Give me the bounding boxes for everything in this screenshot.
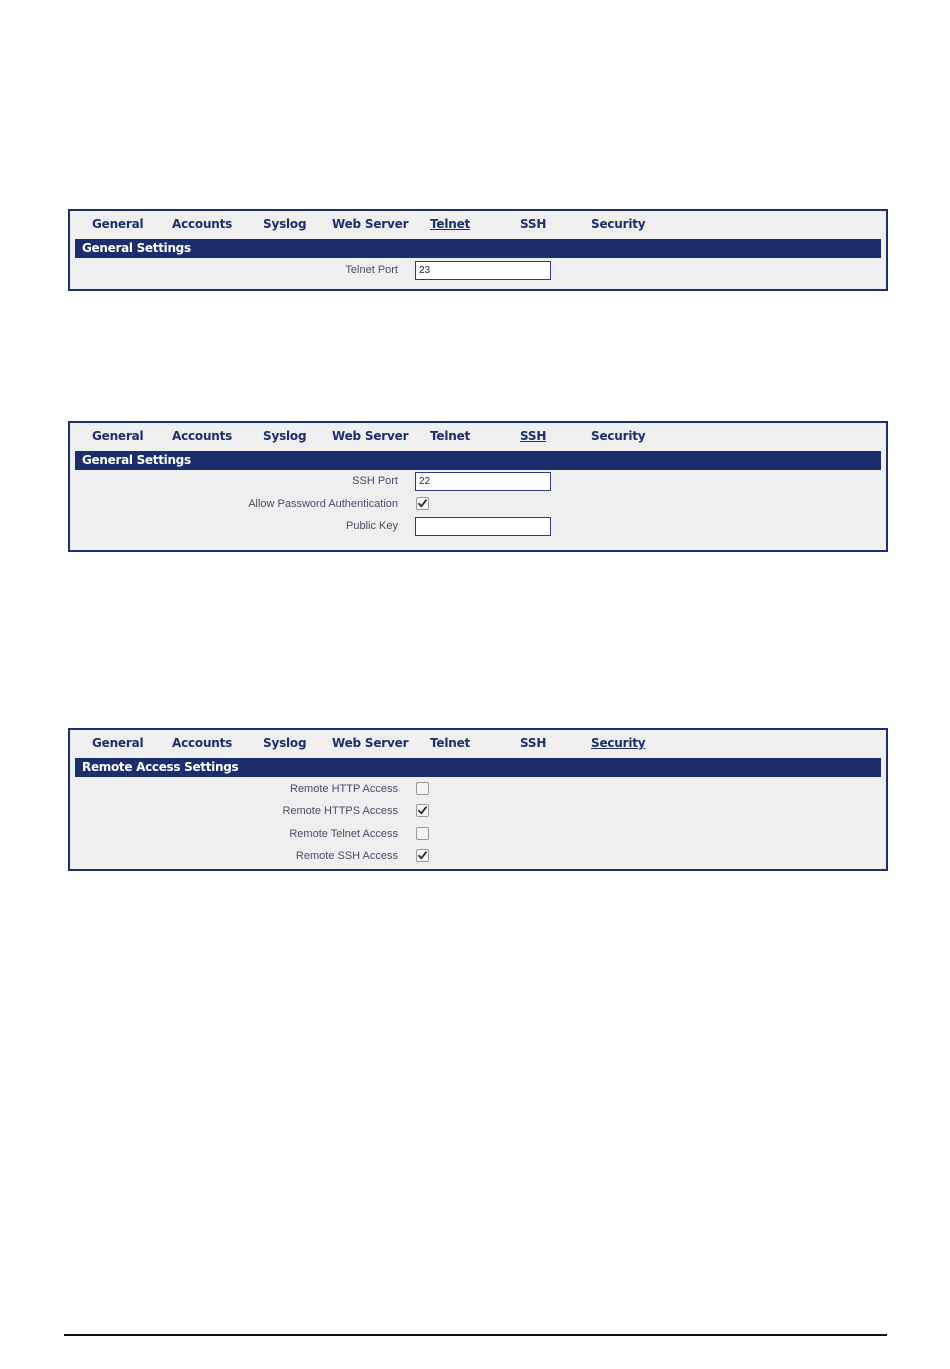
tab-ssh[interactable]: SSH bbox=[520, 736, 547, 750]
remote-telnet-row bbox=[70, 825, 886, 845]
tab-web-server[interactable]: Web Server bbox=[332, 429, 409, 443]
tab-accounts[interactable]: Accounts bbox=[172, 217, 233, 231]
tab-ssh[interactable]: SSH bbox=[520, 429, 547, 443]
tab-security[interactable]: Security bbox=[591, 736, 646, 750]
remote-https-checkbox[interactable] bbox=[416, 804, 429, 817]
telnet-port-label: Telnet Port bbox=[345, 264, 398, 276]
tab-security[interactable]: Security bbox=[591, 217, 646, 231]
remote-http-checkbox[interactable] bbox=[416, 782, 429, 795]
tab-general[interactable]: General bbox=[92, 217, 144, 231]
password-auth-label: Allow Password Authentication bbox=[248, 498, 398, 510]
checkmark-icon bbox=[417, 850, 428, 861]
tab-web-server[interactable]: Web Server bbox=[332, 217, 409, 231]
public-key-input[interactable] bbox=[415, 517, 551, 536]
public-key-label: Public Key bbox=[346, 520, 398, 532]
remote-ssh-checkbox[interactable] bbox=[416, 849, 429, 862]
remote-http-label: Remote HTTP Access bbox=[290, 783, 398, 795]
tab-syslog[interactable]: Syslog bbox=[263, 429, 307, 443]
tab-syslog[interactable]: Syslog bbox=[263, 736, 307, 750]
tab-syslog[interactable]: Syslog bbox=[263, 217, 307, 231]
checkmark-icon bbox=[417, 805, 428, 816]
tab-bar bbox=[70, 730, 886, 758]
tab-security[interactable]: Security bbox=[591, 429, 646, 443]
remote-ssh-label: Remote SSH Access bbox=[295, 850, 398, 862]
tab-general[interactable]: General bbox=[92, 736, 144, 750]
remote-telnet-checkbox[interactable] bbox=[416, 827, 429, 840]
checkmark-icon bbox=[417, 498, 428, 509]
remote-http-row bbox=[70, 780, 886, 800]
telnet-port-row bbox=[70, 261, 886, 281]
ssh-port-label: SSH Port bbox=[352, 475, 398, 487]
tab-web-server[interactable]: Web Server bbox=[332, 736, 409, 750]
page-footer-rule bbox=[64, 1334, 887, 1336]
section-header-remote-access: Remote Access Settings bbox=[75, 758, 881, 777]
remote-telnet-label: Remote Telnet Access bbox=[289, 828, 398, 840]
section-header-general-settings: General Settings bbox=[75, 451, 881, 470]
security-settings-panel bbox=[68, 728, 888, 871]
ssh-settings-panel bbox=[68, 421, 888, 552]
ssh-port-input[interactable]: 22 bbox=[415, 472, 551, 491]
remote-ssh-row bbox=[70, 847, 886, 867]
tab-ssh[interactable]: SSH bbox=[520, 217, 547, 231]
tab-bar bbox=[70, 211, 886, 239]
tab-general[interactable]: General bbox=[92, 429, 144, 443]
public-key-row bbox=[70, 517, 886, 537]
telnet-settings-panel bbox=[68, 209, 888, 291]
telnet-port-input[interactable]: 23 bbox=[415, 261, 551, 280]
tab-telnet[interactable]: Telnet bbox=[430, 736, 471, 750]
tab-telnet[interactable]: Telnet bbox=[430, 217, 471, 231]
ssh-port-row bbox=[70, 472, 886, 492]
password-auth-row bbox=[70, 495, 886, 515]
tab-bar bbox=[70, 423, 886, 451]
remote-https-label: Remote HTTPS Access bbox=[282, 805, 398, 817]
section-header-general-settings: General Settings bbox=[75, 239, 881, 258]
password-auth-checkbox[interactable] bbox=[416, 497, 429, 510]
tab-accounts[interactable]: Accounts bbox=[172, 736, 233, 750]
tab-telnet[interactable]: Telnet bbox=[430, 429, 471, 443]
remote-https-row bbox=[70, 802, 886, 822]
tab-accounts[interactable]: Accounts bbox=[172, 429, 233, 443]
